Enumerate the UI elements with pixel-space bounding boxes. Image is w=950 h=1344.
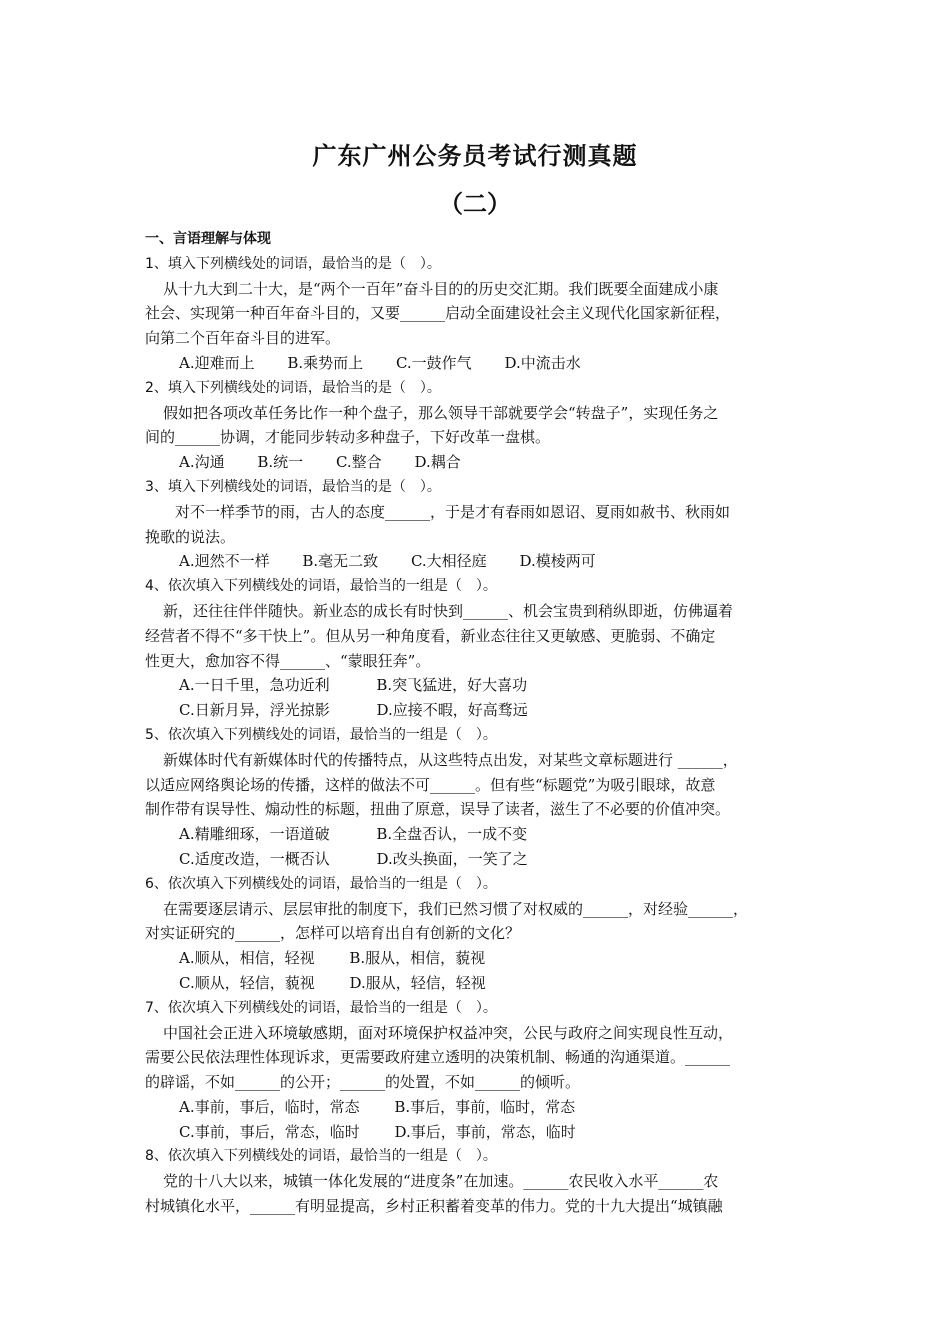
passage-line: 挽歌的说法。 [145, 527, 236, 546]
option: D.耦合 [414, 453, 461, 472]
option: C.整合 [335, 453, 382, 472]
passage-line: 以适应网络舆论场的传播，这样的做法不可______。但有些“标题党”为吸引眼球，故意 [145, 775, 716, 794]
passage-line: 假如把各项改革任务比作一种个盘子，那么领导干部就要学会“转盘子”，实现任务之 [163, 403, 719, 422]
question-stem: 6、依次填入下列横线处的词语，最恰当的一组是（ ）。 [145, 875, 497, 892]
section-heading: 一、言语理解与体现 [145, 231, 271, 247]
passage-line: 新，还往往伴伴随快。新业态的成长有时快到______、机会宝贵到稍纵即逝，仿佛逼着 [163, 601, 734, 620]
option: C.事前，事后，常态，临时 [179, 1122, 360, 1141]
passage-line: 新媒体时代有新媒体时代的传播特点，从这些特点出发，对某些文章标题进行 ______， [163, 750, 738, 769]
question-stem: 5、依次填入下列横线处的词语，最恰当的一组是（ ）。 [145, 726, 497, 743]
option: D.改头换面，一笑了之 [376, 849, 528, 868]
options-row [145, 698, 815, 723]
document-content [145, 227, 815, 1219]
passage-line: 性更大，愈加容不得______、“蒙眼狂奔”。 [145, 651, 431, 670]
question-stem: 4、依次填入下列横线处的词语，最恰当的一组是（ ）。 [145, 578, 497, 595]
passage-line: 在需要逐层请示、层层审批的制度下，我们已然习惯了对权威的______，对经验______， [163, 899, 749, 918]
options-row [145, 822, 815, 847]
passage-line: 对实证研究的______，怎样可以培育出自有创新的文化？ [145, 924, 521, 943]
option: D.应接不暇，好高骛远 [376, 701, 528, 720]
option: A.沟通 [179, 453, 225, 472]
passage-line: 中国社会正进入环境敏感期，面对环境保护权益冲突，公民与政府之间实现良性互动， [163, 1023, 734, 1042]
option: A.顺从，相信，轻视 [179, 949, 315, 968]
passage-line: 从十九大到二十大，是“两个一百年”奋斗目的的历史交汇期。我们既要全面建成小康 [163, 279, 719, 298]
option: A.迥然不一样 [179, 552, 270, 571]
passage-line: 村城镇化水平，______有明显提高，乡村正积蓄着变革的伟力。党的十九大提出“城镇融 [145, 1197, 723, 1216]
option: A.事前，事后，临时，常态 [179, 1097, 360, 1116]
question-stem: 2、填入下列横线处的词语，最恰当的是（ ）。 [145, 379, 441, 396]
options-row [145, 946, 815, 971]
option: C.顺从，轻信，藐视 [179, 973, 315, 992]
passage-line: 的辟谣，不如______的公开；______的处置，不如______的倾听。 [145, 1073, 581, 1092]
question-stem: 7、依次填入下列横线处的词语，最恰当的一组是（ ）。 [145, 999, 497, 1016]
option: C.大相径庭 [410, 552, 487, 571]
question-stem: 3、填入下列横线处的词语，最恰当的是（ ）。 [145, 478, 441, 495]
option: B.统一 [257, 453, 304, 472]
passage-line: 经营者不得不“多干快上”。但从另一种角度看，新业态往往又更敏感、更脆弱、不确定 [145, 626, 716, 645]
option: D.服从，轻信，轻视 [349, 973, 486, 992]
option: B.全盘否认，一成不变 [376, 825, 528, 844]
passage-line: 社会、实现第一种百年奋斗目的，又要______启动全面建设社会主义现代化国家新征程， [145, 304, 731, 323]
question-stem: 1、填入下列横线处的词语，最恰当的是（ ）。 [145, 255, 441, 272]
option: D.模棱两可 [519, 552, 596, 571]
passage-line: 对不一样季节的雨，古人的态度______，于是才有春雨如恩诏、夏雨如赦书、秋雨如 [175, 502, 731, 521]
passage-line: 党的十八大以来，城镇一体化发展的“进度条”在加速。______农民收入水平______农 [163, 1172, 719, 1191]
options-row [145, 971, 815, 996]
options-row [145, 1095, 815, 1120]
passage-line: 向第二个百年奋斗目的进军。 [145, 329, 341, 348]
option: B.乘势而上 [287, 353, 364, 372]
option: B.突飞猛进，好大喜功 [376, 676, 528, 695]
option: B.服从，相信，藐视 [349, 949, 486, 968]
option: D.中流击水 [504, 353, 581, 372]
option: C.日新月异，浮光掠影 [179, 701, 330, 720]
passage-line: 制作带有误导性、煽动性的标题，扭曲了原意，误导了读者，滋生了不必要的价值冲突。 [145, 800, 731, 819]
passage-line: 需要公民依法理性体现诉求，更需要政府建立透明的决策机制、畅通的沟通渠道。______ [145, 1048, 731, 1067]
options-row [145, 450, 815, 475]
option: C.适度改造，一概否认 [179, 849, 330, 868]
options-row [145, 351, 815, 376]
options-row [145, 1120, 815, 1145]
option: B.毫无二致 [302, 552, 379, 571]
document-title: 广东广州公务员考试行测真题 [312, 142, 638, 170]
passage-line: 间的______协调，才能同步转动多种盘子，下好改革一盘棋。 [145, 428, 551, 447]
option: A.一日千里，急功近利 [179, 676, 330, 695]
options-row [145, 549, 815, 574]
options-row [145, 847, 815, 872]
options-row [145, 673, 815, 698]
option: A.迎难而上 [179, 353, 255, 372]
document-subtitle: （二） [439, 190, 511, 218]
option: B.事后，事前，临时，常态 [394, 1097, 576, 1116]
option: D.事后，事前，常态，临时 [394, 1122, 576, 1141]
option: A.精雕细琢，一语道破 [179, 825, 330, 844]
question-stem: 8、依次填入下列横线处的词语，最恰当的一组是（ ）。 [145, 1148, 497, 1165]
option: C.一鼓作气 [395, 353, 472, 372]
